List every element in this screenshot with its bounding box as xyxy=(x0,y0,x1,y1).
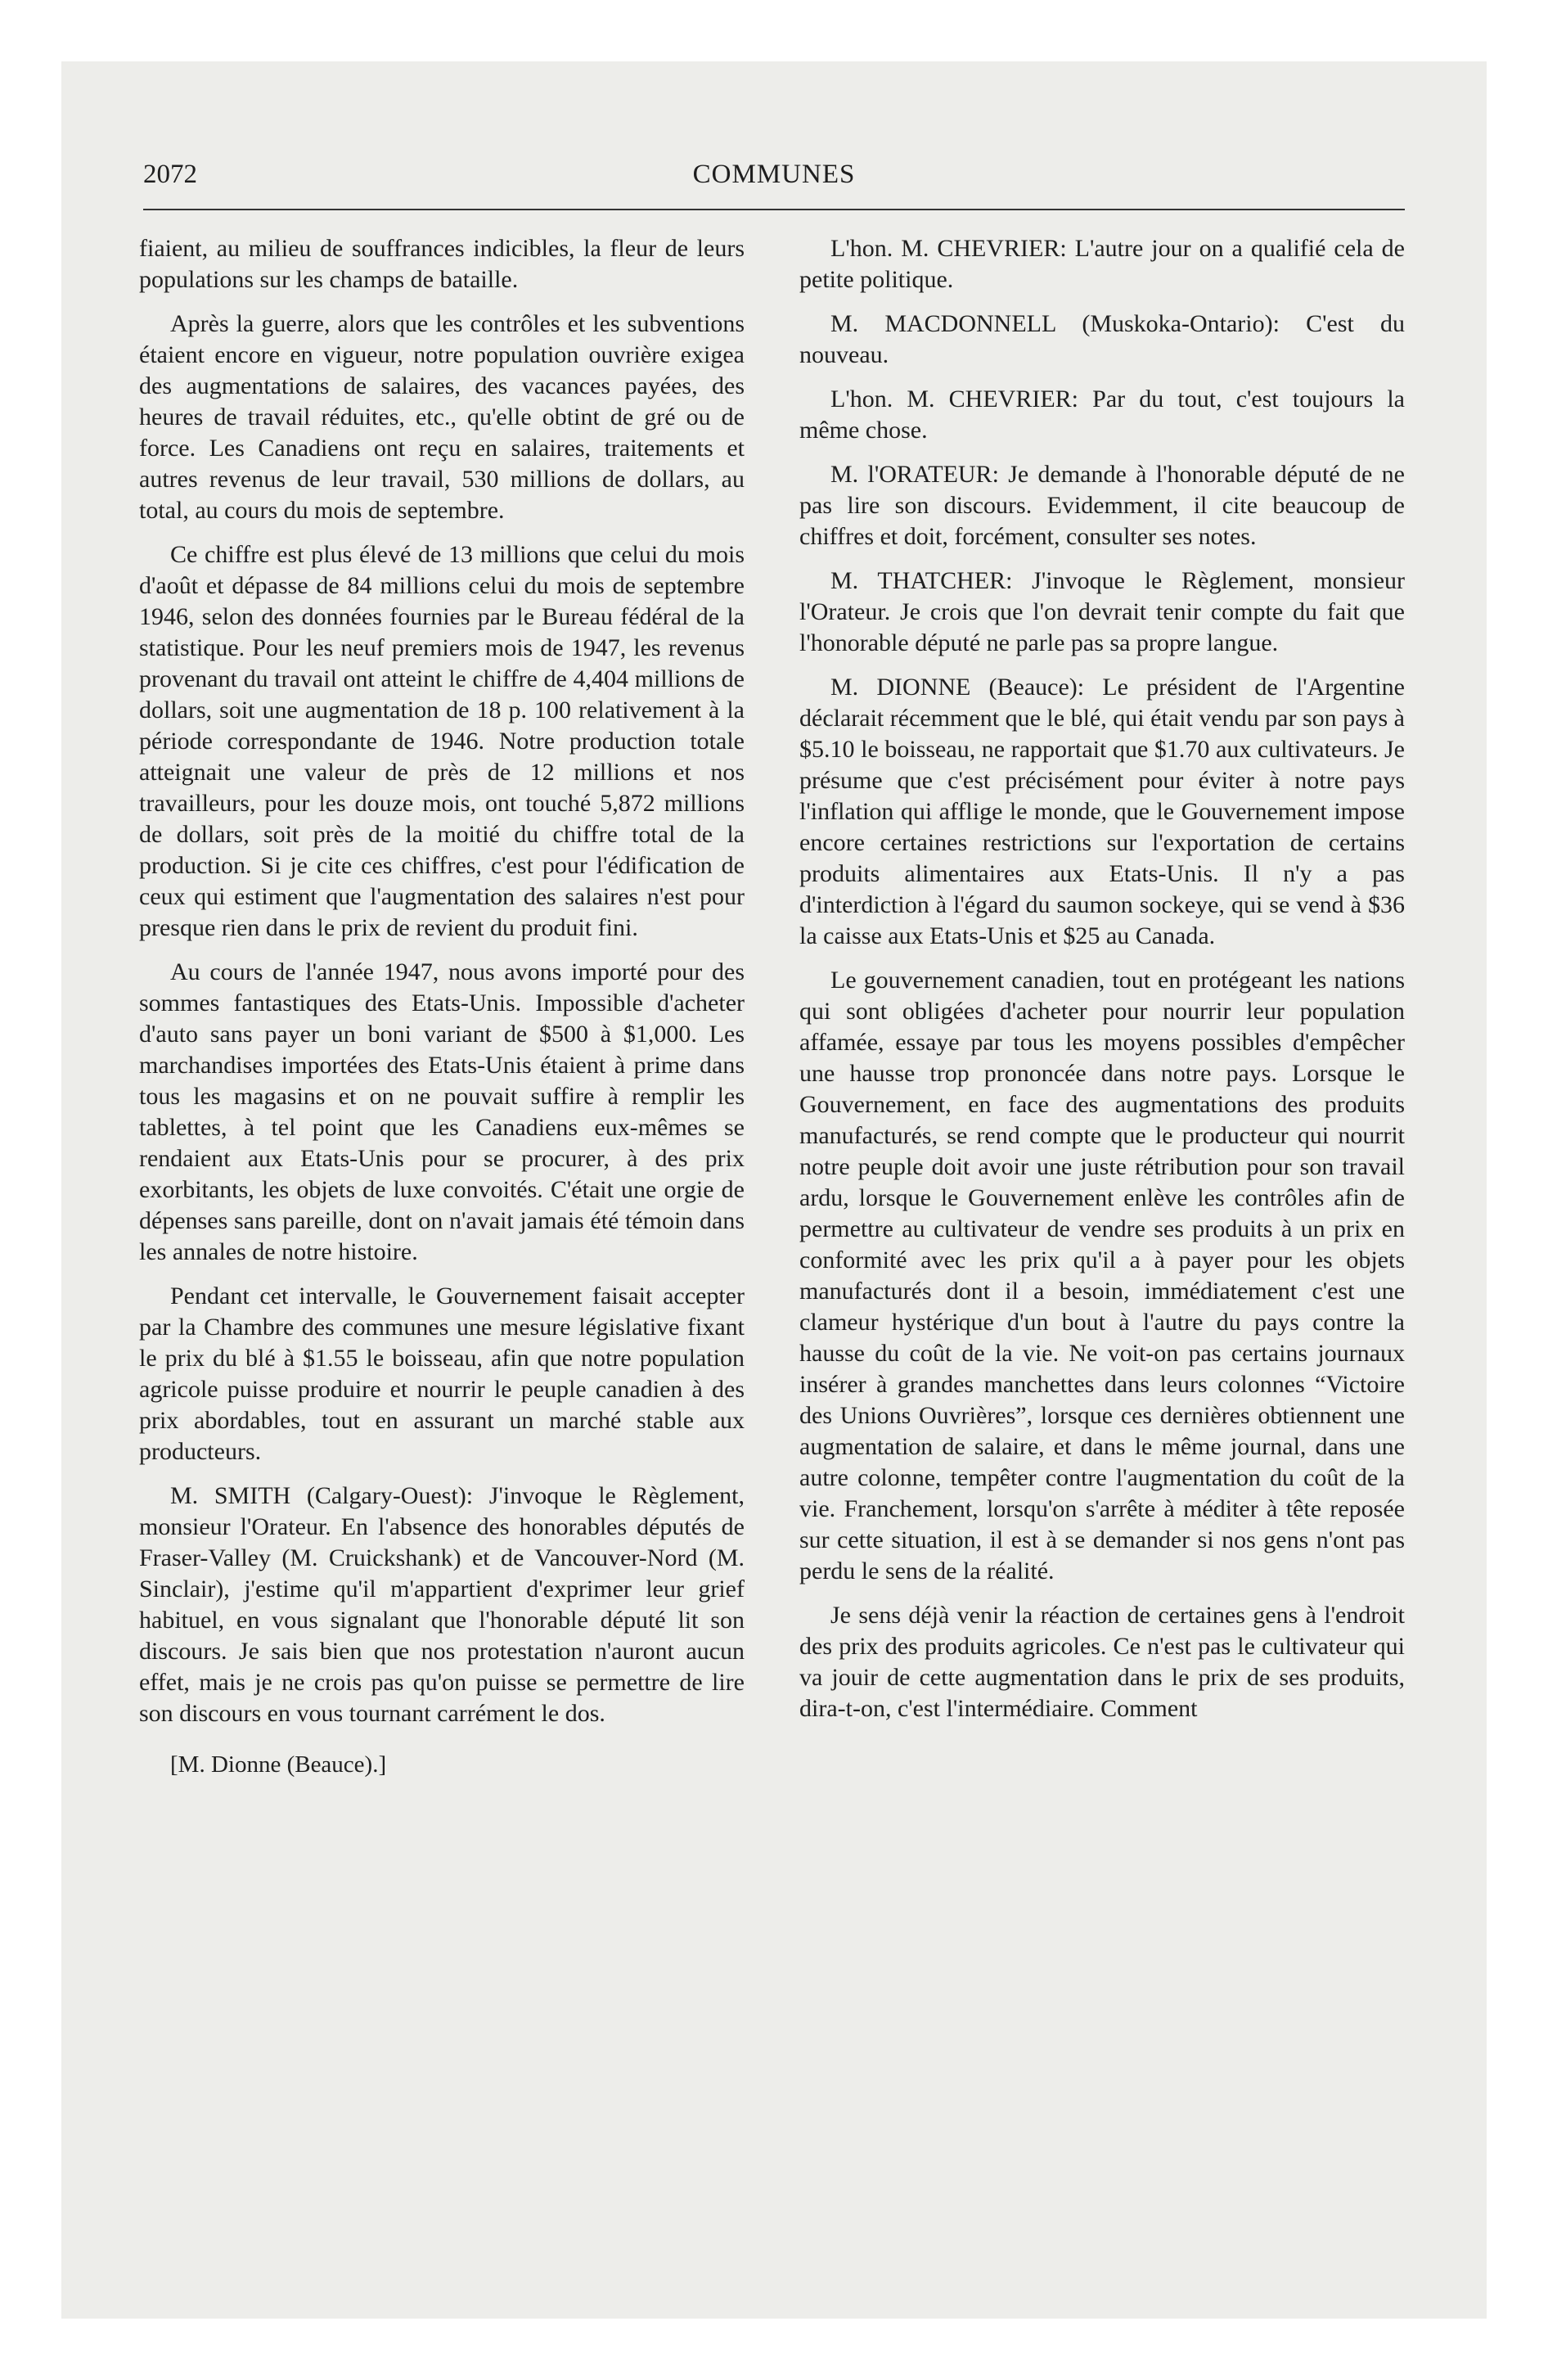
page-header xyxy=(143,160,1405,210)
paragraph: Au cours de l'année 1947, nous avons importé pour des sommes fantastiques des Etats-Unis. Impossible d'acheter d'auto sans payer un boni variant de $500 à $1,000. Les marchandises importées des Etats-Unis étaient à prime dans tous les magasins et on ne pouvait suffire à remplir les tablettes, à tel point que les Canadiens eux-mêmes se rendaient aux Etats-Unis pour se procurer, à des prix exorbitants, les objets de luxe convoités. C'était une orgie de dépenses sans pareille, dont on n'avait jamais été témoin dans les annales de notre histoire. xyxy=(139,958,745,1265)
speech-paragraph: M. l'ORATEUR: Je demande à l'honorable député de ne pas lire son discours. Evidemment, il cite beaucoup de chiffres et doit, forcément, consulter ses notes. xyxy=(799,461,1405,550)
speech-paragraph: M. SMITH (Calgary-Ouest): J'invoque le Règlement, monsieur l'Orateur. En l'absence des honorables députés de Fraser-Valley (M. Cruickshank) et de Vancouver-Nord (M. Sinclair), j'estime qu'il m'appartient d'exprimer leur grief habituel, en vous signalant que l'honorable député lit son discours. Je sais bien que nos protestation n'auront aucun effet, mais je ne crois pas qu'on puisse se permettre de lire son discours en vous tournant carrément le dos. xyxy=(139,1482,745,1727)
paragraph: Pendant cet intervalle, le Gouvernement faisait accepter par la Chambre des communes une mesure législative fixant le prix du blé à $1.55 le boisseau, afin que notre population agricole puisse produire et nourrir le peuple canadien à des prix abordables, tout en assurant un marché stable aux producteurs. xyxy=(139,1282,745,1465)
paragraph: Après la guerre, alors que les contrôles et les subventions étaient encore en vigueur, notre population ouvrière exigea des augmentations de salaires, des vacances payées, des heures de travail réduites, etc., qu'elle obtint de gré ou de force. Les Canadiens ont reçu en salaires, traitements et autres revenus de leur travail, 530 millions de dollars, au total, au cours du mois de septembre. xyxy=(139,310,745,524)
speech-paragraph: L'hon. M. CHEVRIER: Par du tout, c'est toujours la même chose. xyxy=(799,385,1405,444)
page-sheet xyxy=(61,61,1487,2319)
paragraph: Je sens déjà venir la réaction de certaines gens à l'endroit des prix des produits agricoles. Ce n'est pas le cultivateur qui va jouir de cette augmentation dans le prix de ses produits, dira-t-on, c'est l'intermédiaire. Comment xyxy=(799,1602,1405,1722)
running-head: COMMUNES xyxy=(692,160,856,189)
paragraph: fiaient, au milieu de souffrances indicibles, la fleur de leurs populations sur les champs de bataille. xyxy=(139,235,745,293)
speech-paragraph: M. THATCHER: J'invoque le Règlement, monsieur l'Orateur. Je crois que l'on devrait tenir compte du fait que l'honorable député ne parle pas sa propre langue. xyxy=(799,567,1405,656)
right-column xyxy=(799,233,1405,1738)
speaker-footer-note: [M. Dionne (Beauce).] xyxy=(170,1751,387,1778)
speech-paragraph: M. MACDONNELL (Muskoka-Ontario): C'est du nouveau. xyxy=(799,310,1405,368)
speech-paragraph: M. DIONNE (Beauce): Le président de l'Argentine déclarait récemment que le blé, qui était vendu par son pays à $5.10 le boisseau, ne rapportait que $1.70 aux cultivateurs. Je présume que c'est précisément pour éviter à notre pays l'inflation qui afflige le monde, que le Gouvernement impose encore certaines restrictions sur l'exportation de certains produits alimentaires aux Etats-Unis. Il n'y a pas d'interdiction à l'égard du saumon sockeye, qui se vend à $36 la caisse aux Etats-Unis et $25 au Canada. xyxy=(799,674,1405,949)
left-column xyxy=(139,233,745,1780)
speech-paragraph: L'hon. M. CHEVRIER: L'autre jour on a qualifié cela de petite politique. xyxy=(799,235,1405,293)
page-number: 2072 xyxy=(143,160,197,189)
paragraph: Ce chiffre est plus élevé de 13 millions que celui du mois d'août et dépasse de 84 millions celui du mois de septembre 1946, selon des données fournies par le Bureau fédéral de la statistique. Pour les neuf premiers mois de 1947, les revenus provenant du travail ont atteint le chiffre de 4,404 millions de dollars, soit une augmentation de 18 p. 100 relativement à la période correspondante de 1946. Notre production totale atteignait une valeur de près de 12 millions et nos travailleurs, pour les douze mois, ont touché 5,872 millions de dollars, soit près de la moitié du chiffre total de la production. Si je cite ces chiffres, c'est pour l'édification de ceux qui estiment que l'augmentation des salaires n'est pour presque rien dans le prix de revient du produit fini. xyxy=(139,541,745,941)
paragraph: Le gouvernement canadien, tout en protégeant les nations qui sont obligées d'acheter pour nourrir leur population affamée, essaye par tous les moyens possibles d'empêcher une hausse trop prononcée dans notre pays. Lorsque le Gouvernement, en face des augmentations des produits manufacturés, se rend compte que le producteur qui nourrit notre peuple doit avoir une juste rétribution pour son travail ardu, lorsque le Gouvernement enlève les contrôles afin de permettre au cultivateur de vendre ses produits à un prix en conformité avec les prix qu'il a à payer pour les objets manufacturés dont il a besoin, immédiatement c'est une clameur hystérique d'un bout à l'autre du pays contre la hausse du coût de la vie. Ne voit-on pas certains journaux insérer à grandes manchettes dans leurs colonnes “Victoire des Unions Ouvrières”, lorsque ces dernières obtiennent une augmentation de salaire, et dans le même journal, dans une autre colonne, tempêter contre l'augmentation du coût de la vie. Franchement, lorsqu'on s'arrête à méditer à tête reposée sur cette situation, il est à se demander si nos gens n'ont pas perdu le sens de la réalité. xyxy=(799,967,1405,1584)
